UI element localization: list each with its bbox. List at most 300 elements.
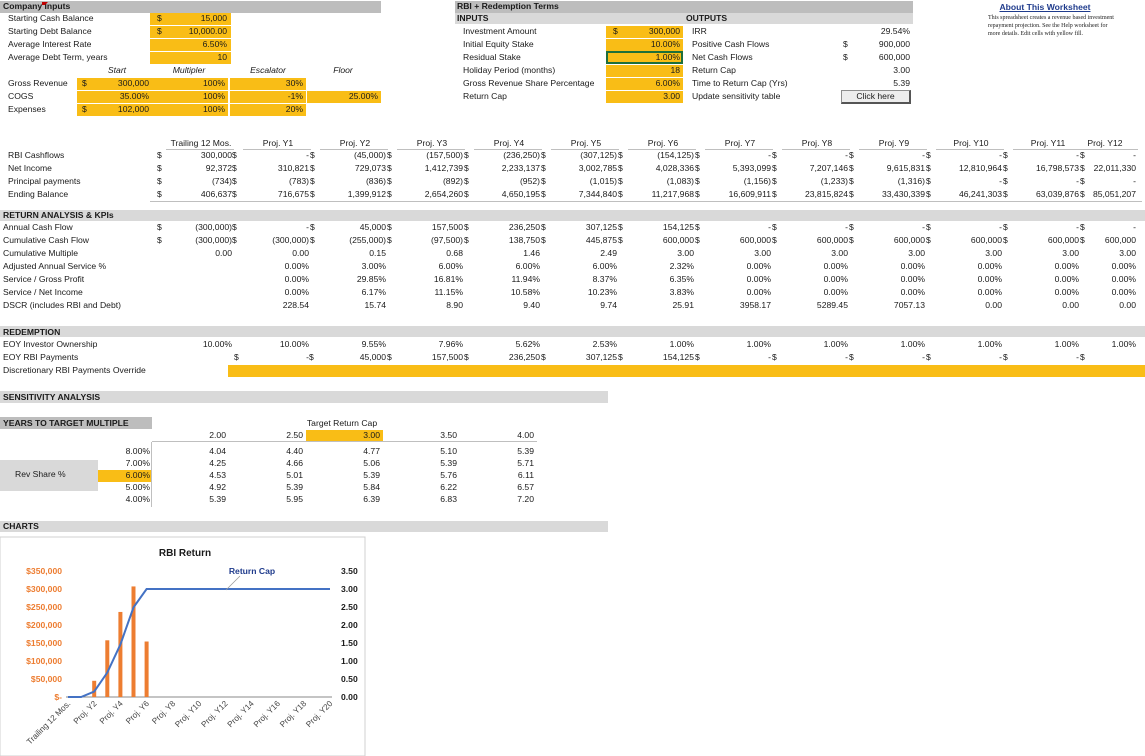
kpi-cell: 2.32% bbox=[669, 261, 694, 271]
currency-symbol: $ bbox=[464, 235, 469, 245]
currency-symbol: $ bbox=[232, 222, 237, 232]
proj-col-header: Trailing 12 Mos. bbox=[170, 138, 232, 148]
rbi-input-value[interactable]: 10.00% bbox=[650, 39, 680, 49]
kpi-cell: 236,250 bbox=[508, 222, 540, 232]
right-axis-tick-label: 0.50 bbox=[341, 674, 358, 684]
rev-share-value: 8.00% bbox=[125, 446, 150, 456]
sensitivity-cell: 5.06 bbox=[363, 458, 380, 468]
redemption-header-bar bbox=[0, 326, 1145, 337]
currency-symbol: $ bbox=[1080, 150, 1085, 160]
proj-col-header: Proj. Y6 bbox=[647, 138, 679, 148]
input-value[interactable]: 6.50% bbox=[202, 39, 227, 49]
rbi-output-label: Return Cap bbox=[692, 65, 736, 75]
kpi-cell: 157,500 bbox=[431, 222, 463, 232]
proj-cell: (734) bbox=[211, 176, 232, 186]
kpi-cell: (300,000) bbox=[272, 235, 309, 245]
currency-symbol: $ bbox=[157, 235, 162, 245]
sensitivity-cell: 5.01 bbox=[286, 470, 303, 480]
currency-symbol: $ bbox=[849, 176, 854, 186]
proj-cell: (952) bbox=[519, 176, 540, 186]
proj-cell: 33,430,339 bbox=[881, 189, 925, 199]
kpi-cell: 2.49 bbox=[600, 248, 617, 258]
proj-cell: 23,815,824 bbox=[804, 189, 848, 199]
proj-cell: (892) bbox=[442, 176, 463, 186]
sensitivity-cell: 6.83 bbox=[440, 494, 457, 504]
proj-cell: - bbox=[999, 176, 1002, 186]
proj-cell: 63,039,876 bbox=[1035, 189, 1079, 199]
left-axis-tick-label: $- bbox=[54, 692, 62, 702]
input-value[interactable]: 15,000 bbox=[200, 13, 227, 23]
proj-cell: - bbox=[845, 150, 848, 160]
kpi-cell: 0.00% bbox=[900, 261, 925, 271]
fin-label: Gross Revenue bbox=[8, 78, 68, 88]
kpi-cell: 0.00% bbox=[1111, 261, 1136, 271]
input-label: Average Interest Rate bbox=[8, 39, 92, 49]
sensitivity-cell: 5.39 bbox=[517, 446, 534, 456]
start-value[interactable]: 102,000 bbox=[117, 104, 149, 114]
kpi-cell: 0.00 bbox=[1119, 300, 1136, 310]
currency-symbol: $ bbox=[849, 150, 854, 160]
floor-value[interactable]: 25.00% bbox=[348, 91, 378, 101]
rbi-output-value: 5.39 bbox=[893, 78, 910, 88]
sensitivity-cell: 4.92 bbox=[209, 482, 226, 492]
sensitivity-cell: 5.84 bbox=[363, 482, 380, 492]
fin-label: Expenses bbox=[8, 104, 46, 114]
currency-symbol: $ bbox=[310, 150, 315, 160]
proj-row-label: Ending Balance bbox=[8, 189, 69, 199]
kpi-cell: 0.00 bbox=[292, 248, 309, 258]
left-axis-tick-label: $50,000 bbox=[30, 674, 62, 684]
chart-title: RBI Return bbox=[158, 548, 212, 559]
currency-symbol: $ bbox=[695, 176, 700, 186]
proj-cell: 16,609,911 bbox=[728, 189, 771, 199]
kpi-row-label: Annual Cash Flow bbox=[3, 222, 73, 232]
years-to-target-title: YEARS TO TARGET MULTIPLE bbox=[3, 418, 129, 428]
proj-col-header: Proj. Y12 bbox=[1087, 138, 1123, 148]
click-here-button[interactable]: Click here bbox=[841, 90, 911, 104]
redemption-cell: - bbox=[1076, 352, 1079, 362]
bar bbox=[132, 586, 136, 697]
kpi-cell: 8.37% bbox=[592, 274, 617, 284]
escalator-value[interactable]: -1% bbox=[287, 91, 303, 101]
currency-symbol: $ bbox=[310, 235, 315, 245]
proj-cell: 7,207,146 bbox=[809, 163, 848, 173]
sensitivity-cell: 6.11 bbox=[517, 470, 534, 480]
start-value[interactable]: 35.00% bbox=[119, 91, 149, 101]
kpi-cell: 0.00% bbox=[1054, 274, 1079, 284]
x-tick-label: Proj. Y8 bbox=[150, 699, 178, 726]
target-cap-header[interactable]: 3.00 bbox=[363, 430, 380, 440]
kpi-cell: 154,125 bbox=[662, 222, 694, 232]
redemption-cell: 1.00% bbox=[746, 339, 771, 349]
kpi-cell: 6.00% bbox=[438, 261, 463, 271]
currency-symbol: $ bbox=[618, 150, 623, 160]
kpi-cell: 600,000 bbox=[1104, 235, 1136, 245]
right-axis-tick-label: 3.00 bbox=[341, 584, 358, 594]
kpi-cell: 8.90 bbox=[446, 300, 463, 310]
currency-symbol: $ bbox=[926, 176, 931, 186]
kpi-cell: 0.00% bbox=[746, 261, 771, 271]
rbi-output-label: Update sensitivity table bbox=[692, 91, 781, 101]
kpi-cell: 0.00% bbox=[284, 261, 309, 271]
multiplier-value[interactable]: 100% bbox=[203, 78, 225, 88]
about-text-line-2: repayment projection. See the Help worksheet for bbox=[988, 23, 1108, 29]
redemption-cell: 154,125 bbox=[662, 352, 694, 362]
currency-symbol: $ bbox=[387, 176, 392, 186]
rbi-input-value[interactable]: 1.00% bbox=[655, 52, 680, 62]
kpi-cell: - bbox=[1133, 222, 1136, 232]
kpi-cell: 307,125 bbox=[585, 222, 617, 232]
currency-symbol: $ bbox=[772, 352, 777, 362]
redemption-title: REDEMPTION bbox=[3, 327, 61, 337]
currency-symbol: $ bbox=[1003, 222, 1008, 232]
redemption-row-label: EOY Investor Ownership bbox=[3, 339, 98, 349]
sensitivity-cell: 6.39 bbox=[363, 494, 380, 504]
redemption-row-label: Discretionary RBI Payments Override bbox=[3, 365, 146, 375]
currency-symbol: $ bbox=[772, 222, 777, 232]
proj-cell: 85,051,207 bbox=[1092, 189, 1136, 199]
kpi-cell: 228.54 bbox=[282, 300, 309, 310]
currency-symbol: $ bbox=[1080, 235, 1085, 245]
proj-cell: - bbox=[306, 150, 309, 160]
rbi-input-value[interactable]: 18 bbox=[670, 65, 680, 75]
inputs-label: INPUTS bbox=[457, 13, 489, 23]
kpi-cell: - bbox=[768, 222, 771, 232]
target-cap-header: 3.50 bbox=[440, 430, 457, 440]
proj-cell: (45,000) bbox=[353, 150, 386, 160]
caps-rule bbox=[152, 441, 537, 442]
rev-share-value: 4.00% bbox=[125, 494, 150, 504]
x-tick-label: Trailing 12 Mos. bbox=[25, 699, 73, 747]
proj-cell: (157,500) bbox=[426, 150, 463, 160]
kpi-cell: 6.00% bbox=[592, 261, 617, 271]
redemption-cell: 10.00% bbox=[279, 339, 309, 349]
return-multiple-line bbox=[68, 589, 330, 697]
redemption-cell: 1.00% bbox=[823, 339, 848, 349]
kpi-cell: - bbox=[1076, 222, 1079, 232]
currency-symbol: $ bbox=[310, 176, 315, 186]
rev-share-value[interactable]: 6.00% bbox=[125, 470, 150, 480]
proj-cell: - bbox=[1133, 176, 1136, 186]
proj-cell: 22,011,330 bbox=[1093, 163, 1136, 173]
rbi-terms-title: RBI + Redemption Terms bbox=[457, 1, 559, 11]
kpi-cell: 0.00% bbox=[900, 274, 925, 284]
target-cap-header: 2.50 bbox=[286, 430, 303, 440]
proj-cell: (236,250) bbox=[503, 150, 540, 160]
x-tick-label: Proj. Y6 bbox=[124, 699, 152, 726]
kpi-cell: (300,000) bbox=[195, 235, 232, 245]
proj-cell: 300,000 bbox=[200, 150, 232, 160]
proj-cell: (1,015) bbox=[589, 176, 617, 186]
currency-symbol: $ bbox=[157, 13, 162, 23]
return-analysis-title: RETURN ANALYSIS & KPIs bbox=[3, 210, 114, 220]
kpi-cell: 0.00% bbox=[900, 287, 925, 297]
sensitivity-cell: 4.40 bbox=[286, 446, 303, 456]
kpi-cell: 0.00% bbox=[977, 274, 1002, 284]
proj-cell: 12,810,964 bbox=[958, 163, 1002, 173]
kpi-cell: 0.00% bbox=[977, 261, 1002, 271]
currency-symbol: $ bbox=[82, 78, 87, 88]
currency-symbol: $ bbox=[232, 163, 237, 173]
kpi-cell: 25.91 bbox=[672, 300, 694, 310]
currency-symbol: $ bbox=[613, 26, 618, 36]
currency-symbol: $ bbox=[926, 150, 931, 160]
kpi-cell: 0.00% bbox=[1111, 287, 1136, 297]
currency-symbol: $ bbox=[157, 189, 162, 199]
currency-symbol: $ bbox=[309, 352, 314, 362]
redemption-cell: 236,250 bbox=[508, 352, 540, 362]
company-inputs-title: Company Inputs bbox=[3, 1, 71, 11]
kpi-cell: 0.00% bbox=[1054, 287, 1079, 297]
sensitivity-cell: 5.76 bbox=[440, 470, 457, 480]
kpi-cell: 0.00% bbox=[284, 287, 309, 297]
kpi-cell: 0.15 bbox=[369, 248, 386, 258]
kpi-cell: 0.00% bbox=[823, 287, 848, 297]
currency-symbol: $ bbox=[618, 176, 623, 186]
kpi-cell: 0.00% bbox=[1054, 261, 1079, 271]
currency-symbol: $ bbox=[1080, 176, 1085, 186]
currency-symbol: $ bbox=[232, 235, 237, 245]
currency-symbol: $ bbox=[310, 189, 315, 199]
rbi-input-value[interactable]: 300,000 bbox=[648, 26, 680, 36]
proj-col-header: Proj. Y9 bbox=[878, 138, 910, 148]
currency-symbol: $ bbox=[541, 189, 546, 199]
kpi-row-label: Adjusted Annual Service % bbox=[3, 261, 107, 271]
currency-symbol: $ bbox=[541, 150, 546, 160]
right-axis-tick-label: 2.00 bbox=[341, 620, 358, 630]
proj-col-header: Proj. Y10 bbox=[953, 138, 989, 148]
redemption-row-label: EOY RBI Payments bbox=[3, 352, 79, 362]
currency-symbol: $ bbox=[541, 235, 546, 245]
redemption-cell: 45,000 bbox=[359, 352, 386, 362]
rbi-output-value: 29.54% bbox=[880, 26, 910, 36]
redemption-cell: 10.00% bbox=[202, 339, 232, 349]
rbi-output-label: Net Cash Flows bbox=[692, 52, 753, 62]
start-value[interactable]: 300,000 bbox=[117, 78, 149, 88]
rev-share-label: Rev Share % bbox=[15, 469, 66, 479]
about-text-line-3: more details. Edit cells with yellow fill. bbox=[988, 31, 1083, 37]
proj-row-label: Net Income bbox=[8, 163, 52, 173]
rbi-input-label: Return Cap bbox=[463, 91, 507, 101]
proj-cell: 310,821 bbox=[277, 163, 309, 173]
kpi-cell: 0.00 bbox=[985, 300, 1002, 310]
target-cap-header: 4.00 bbox=[517, 430, 534, 440]
sensitivity-cell: 6.57 bbox=[517, 482, 534, 492]
target-return-cap-label: Target Return Cap bbox=[306, 418, 378, 428]
right-axis-tick-label: 3.50 bbox=[341, 566, 358, 576]
kpi-cell: 600,000 bbox=[739, 235, 771, 245]
discretionary-override-input-row[interactable] bbox=[228, 365, 1145, 377]
kpi-cell: 11.15% bbox=[434, 287, 463, 297]
proj-cell: (1,156) bbox=[743, 176, 771, 186]
charts-title: CHARTS bbox=[3, 521, 39, 531]
redemption-cell: 1.00% bbox=[977, 339, 1002, 349]
proj-col-header: Proj. Y3 bbox=[416, 138, 448, 148]
multiplier-value[interactable]: 100% bbox=[203, 104, 225, 114]
sensitivity-cell: 5.71 bbox=[517, 458, 534, 468]
bar bbox=[92, 681, 96, 697]
input-label: Starting Debt Balance bbox=[8, 26, 92, 36]
currency-symbol: $ bbox=[926, 352, 931, 362]
rbi-output-label: Positive Cash Flows bbox=[692, 39, 770, 49]
about-text-line-1: This spreadsheet creates a revenue based investment bbox=[988, 15, 1114, 21]
kpi-cell: 0.68 bbox=[446, 248, 463, 258]
rev-share-value: 5.00% bbox=[125, 482, 150, 492]
proj-cell: - bbox=[922, 150, 925, 160]
sensitivity-cell: 5.39 bbox=[363, 470, 380, 480]
charts-header-bar bbox=[0, 521, 608, 532]
currency-symbol: $ bbox=[234, 352, 239, 362]
input-label: Starting Cash Balance bbox=[8, 13, 94, 23]
selected-cell-residual-stake[interactable] bbox=[606, 51, 683, 64]
currency-symbol: $ bbox=[1003, 352, 1008, 362]
proj-cell: (307,125) bbox=[580, 150, 617, 160]
sensitivity-cell: 5.39 bbox=[286, 482, 303, 492]
redemption-cell: 9.55% bbox=[361, 339, 386, 349]
kpi-cell: 7057.13 bbox=[893, 300, 925, 310]
currency-symbol: $ bbox=[926, 222, 931, 232]
rbi-input-label: Initial Equity Stake bbox=[463, 39, 534, 49]
currency-symbol: $ bbox=[1080, 222, 1085, 232]
rbi-input-value[interactable]: 6.00% bbox=[655, 78, 680, 88]
currency-symbol: $ bbox=[387, 352, 392, 362]
redemption-cell: - bbox=[768, 352, 771, 362]
kpi-cell: 3.00 bbox=[985, 248, 1002, 258]
currency-symbol: $ bbox=[541, 176, 546, 186]
kpi-cell: (97,500) bbox=[430, 235, 463, 245]
sensitivity-cell: 4.66 bbox=[286, 458, 303, 468]
proj-cell: 9,615,831 bbox=[886, 163, 925, 173]
about-worksheet-link[interactable]: About This Worksheet bbox=[999, 2, 1091, 12]
col-header-multiplier: Multipler bbox=[172, 65, 206, 75]
escalator-value[interactable]: 20% bbox=[285, 104, 303, 114]
proj-cell: 729,073 bbox=[354, 163, 386, 173]
currency-symbol: $ bbox=[843, 39, 848, 49]
currency-symbol: $ bbox=[926, 189, 931, 199]
currency-symbol: $ bbox=[157, 222, 162, 232]
redemption-cell: 1.00% bbox=[1054, 339, 1079, 349]
currency-symbol: $ bbox=[464, 176, 469, 186]
kpi-row-label: Cumulative Multiple bbox=[3, 248, 78, 258]
currency-symbol: $ bbox=[695, 163, 700, 173]
currency-symbol: $ bbox=[387, 189, 392, 199]
sensitivity-cell: 5.10 bbox=[440, 446, 457, 456]
fin-label: COGS bbox=[8, 91, 34, 101]
currency-symbol: $ bbox=[695, 352, 700, 362]
col-header-start: Start bbox=[107, 65, 127, 75]
sensitivity-title: SENSITIVITY ANALYSIS bbox=[3, 392, 101, 402]
redemption-cell: 1.00% bbox=[669, 339, 694, 349]
rbi-input-value[interactable]: 3.00 bbox=[663, 91, 680, 101]
kpi-cell: 3.00 bbox=[1119, 248, 1136, 258]
proj-cell: (783) bbox=[288, 176, 309, 186]
sensitivity-cell: 4.77 bbox=[363, 446, 380, 456]
proj-cell: - bbox=[1133, 150, 1136, 160]
proj-cell: 2,654,260 bbox=[424, 189, 463, 199]
currency-symbol: $ bbox=[618, 222, 623, 232]
currency-symbol: $ bbox=[618, 163, 623, 173]
proj-cell: 2,233,137 bbox=[501, 163, 540, 173]
kpi-cell: - bbox=[922, 222, 925, 232]
redemption-cell: 1.00% bbox=[1111, 339, 1136, 349]
kpi-cell: 600,000 bbox=[816, 235, 848, 245]
redemption-cell: 7.96% bbox=[438, 339, 463, 349]
currency-symbol: $ bbox=[1003, 150, 1008, 160]
proj-col-header: Proj. Y5 bbox=[570, 138, 602, 148]
sensitivity-cell: 7.20 bbox=[517, 494, 534, 504]
left-axis-tick-label: $100,000 bbox=[26, 656, 62, 666]
multiplier-value[interactable]: 100% bbox=[203, 91, 225, 101]
redemption-cell: - bbox=[845, 352, 848, 362]
kpi-cell: 0.00% bbox=[746, 287, 771, 297]
rbi-input-label: Holiday Period (months) bbox=[463, 65, 556, 75]
proj-cell: (1,233) bbox=[820, 176, 848, 186]
kpi-cell: 6.00% bbox=[515, 261, 540, 271]
escalator-value[interactable]: 30% bbox=[285, 78, 303, 88]
currency-symbol: $ bbox=[772, 189, 777, 199]
sensitivity-cell: 4.25 bbox=[209, 458, 226, 468]
x-tick-label: Proj. Y14 bbox=[225, 699, 256, 730]
currency-symbol: $ bbox=[849, 222, 854, 232]
proj-cell: (1,316) bbox=[897, 176, 925, 186]
kpi-cell: 16.81% bbox=[433, 274, 463, 284]
kpi-cell: - bbox=[999, 222, 1002, 232]
currency-symbol: $ bbox=[464, 150, 469, 160]
kpi-cell: 15.74 bbox=[364, 300, 386, 310]
input-value[interactable]: 10 bbox=[217, 52, 227, 62]
currency-symbol: $ bbox=[695, 222, 700, 232]
col-header-escalator: Escalator bbox=[250, 65, 286, 75]
currency-symbol: $ bbox=[157, 176, 162, 186]
redemption-cell: 157,500 bbox=[431, 352, 463, 362]
right-axis-tick-label: 2.50 bbox=[341, 602, 358, 612]
comment-indicator-icon bbox=[42, 2, 48, 8]
currency-symbol: $ bbox=[387, 235, 392, 245]
rbi-input-label: Residual Stake bbox=[463, 52, 521, 62]
kpi-cell: 600,000 bbox=[893, 235, 925, 245]
currency-symbol: $ bbox=[1080, 189, 1085, 199]
left-axis-tick-label: $350,000 bbox=[26, 566, 62, 576]
kpi-cell: 0.00% bbox=[746, 274, 771, 284]
input-value[interactable]: 10,000.00 bbox=[188, 26, 227, 36]
currency-symbol: $ bbox=[772, 176, 777, 186]
rbi-input-label: Investment Amount bbox=[463, 26, 537, 36]
currency-symbol: $ bbox=[618, 352, 623, 362]
redemption-cell: 307,125 bbox=[585, 352, 617, 362]
kpi-cell: 445,875 bbox=[585, 235, 617, 245]
kpi-cell: 0.00% bbox=[1111, 274, 1136, 284]
currency-symbol: $ bbox=[849, 352, 854, 362]
table-bottom-rule bbox=[150, 201, 1142, 202]
x-tick-label: Proj. Y20 bbox=[304, 699, 335, 730]
currency-symbol: $ bbox=[541, 222, 546, 232]
kpi-cell: 600,000 bbox=[1047, 235, 1079, 245]
proj-col-header: Proj. Y11 bbox=[1030, 138, 1066, 148]
currency-symbol: $ bbox=[232, 150, 237, 160]
proj-cell: 1,412,739 bbox=[424, 163, 463, 173]
proj-col-header: Proj. Y4 bbox=[493, 138, 525, 148]
kpi-cell: 0.00 bbox=[215, 248, 232, 258]
redemption-cell: 5.62% bbox=[515, 339, 540, 349]
kpi-cell: - bbox=[845, 222, 848, 232]
kpi-cell: 29.85% bbox=[356, 274, 386, 284]
currency-symbol: $ bbox=[1003, 163, 1008, 173]
proj-cell: 716,675 bbox=[277, 189, 309, 199]
bar bbox=[145, 642, 149, 697]
kpi-cell: (255,000) bbox=[349, 235, 386, 245]
x-tick-label: Proj. Y4 bbox=[97, 699, 125, 726]
currency-symbol: $ bbox=[387, 150, 392, 160]
